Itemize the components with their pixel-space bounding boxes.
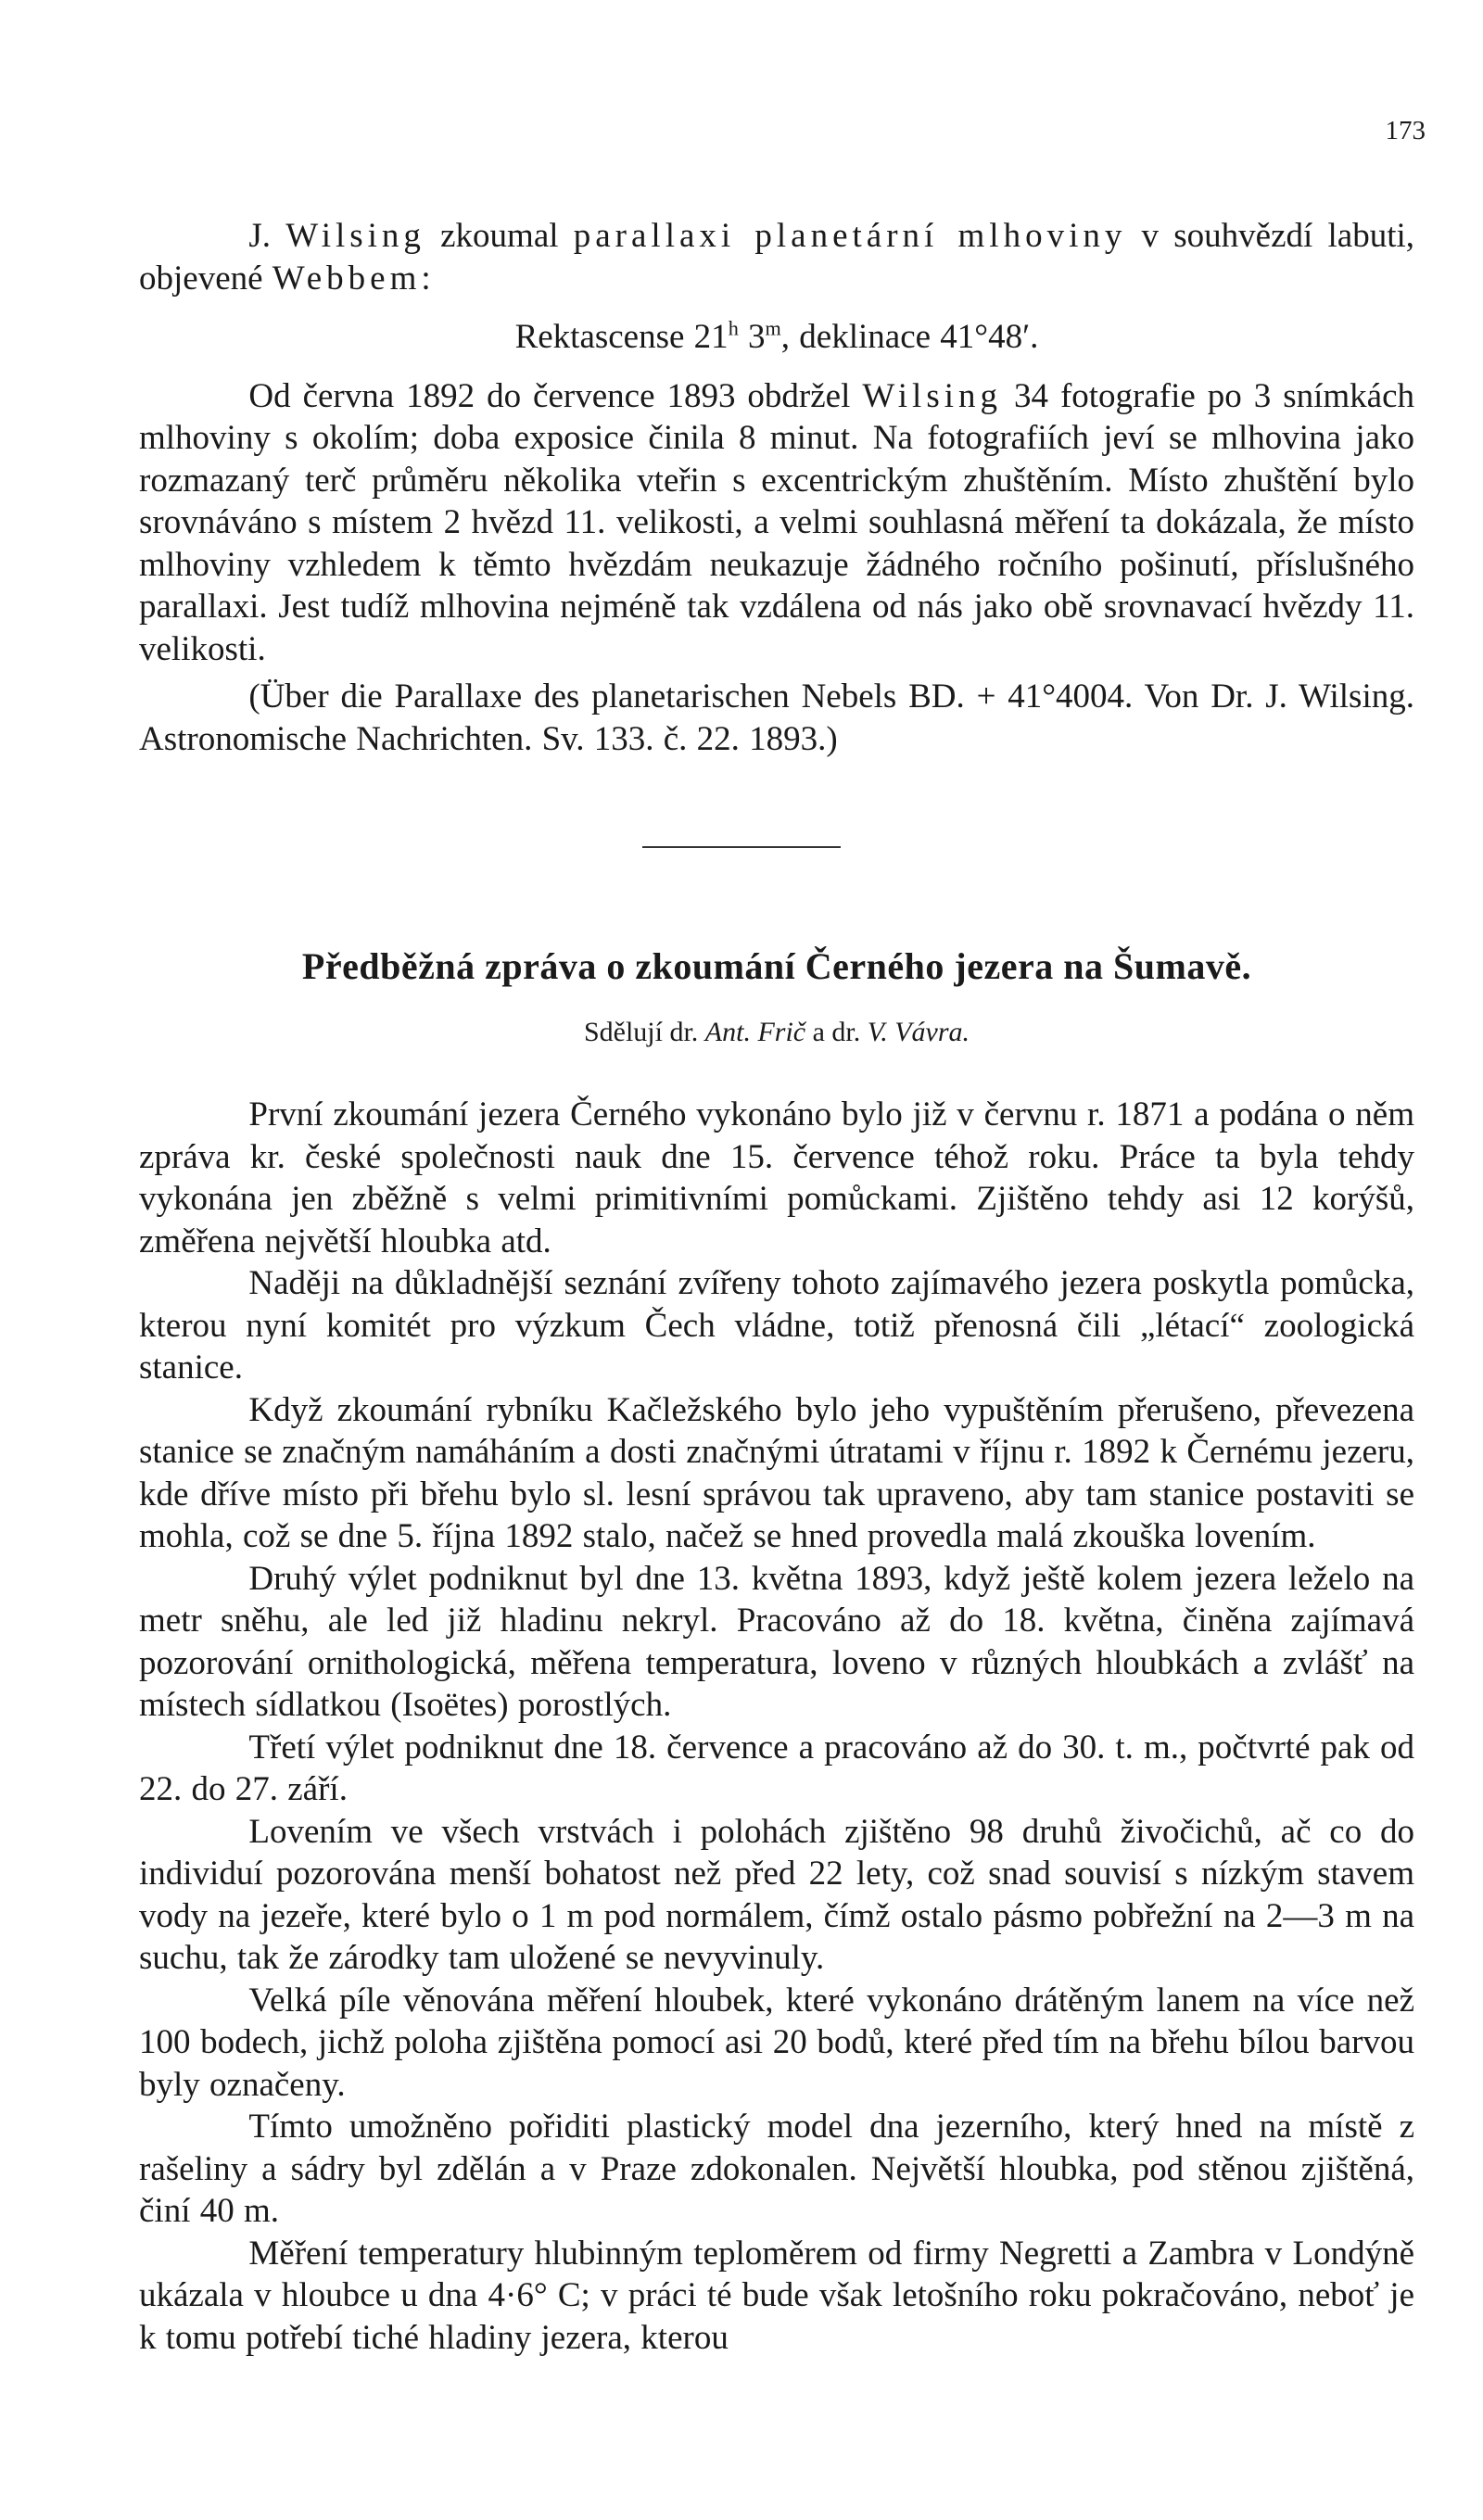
paragraph bbox=[139, 215, 1414, 299]
author-name: Wilsing bbox=[862, 376, 1003, 415]
text-run: a dr. bbox=[805, 1017, 868, 1047]
text-run: zkoumal bbox=[425, 217, 574, 255]
emphasized-phrase: parallaxi planetární mlhoviny bbox=[573, 217, 1127, 255]
paragraph: Když zkoumání rybníku Kačležského bylo jeho vypuštěním přerušeno, převezena stanice se značným namáháním a dosti značnými útratami v říjnu r. 1892 k Černému jezeru, kde dříve místo při břehu bylo sl. lesní správou tak upraveno, aby tam stanice postaviti se mohla, což se dne 5. října 1892 stalo, načež se hned provedla malá zkouška lovením. bbox=[139, 1390, 1414, 1555]
text-run: J. bbox=[248, 217, 286, 255]
text-run: 34 fotografie po 3 snímkách mlhoviny s okolím; doba exposice činila 8 minut. Na fotografiích jeví se mlhovina jako rozmazaný terč průměru několika vteřin s excentrickým zhuštěním. Místo zhuštění bylo srovnáváno s místem 2 hvězd 11. velikosti, a velmi souhlasná měření ta dokázala, že místo mlhoviny vzhledem k těmto hvězdám neukazuje žádného ročního pošinutí, příslušného parallaxi. Jest tudíž mlhovina nejméně tak vzdálena od nás jako obě srovnavací hvězdy 11. velikosti. bbox=[139, 376, 1415, 668]
paragraph: První zkoumání jezera Černého vykonáno bylo již v červnu r. 1871 a podána o něm zpráva kr. české společnosti nauk dne 15. července téhož roku. Práce ta byla tehdy vykonána jen zběžně s velmi primitivními pomůckami. Zjištěno tehdy asi 12 korýšů, změřena největší hloubka atd. bbox=[139, 1095, 1414, 1260]
paragraph bbox=[139, 375, 1414, 671]
lake-article-body bbox=[139, 1094, 1414, 2359]
text-run: , deklinace 41°48′. bbox=[780, 318, 1039, 356]
article-authors bbox=[139, 1016, 1414, 1049]
minutes-superscript: m bbox=[765, 316, 781, 340]
text-run: Sdělují dr. bbox=[583, 1017, 705, 1047]
text-run: : bbox=[421, 259, 431, 298]
wilsing-article bbox=[139, 215, 1414, 760]
author-name: Wilsing bbox=[285, 217, 425, 255]
text-run: 3 bbox=[738, 318, 766, 356]
paragraph: Velká píle věnována měření hloubek, které vykonáno drátěným lanem na více než 100 bodech, jichž poloha zjištěna pomocí asi 20 bodů, které před tím na břehu bílou barvou byly označeny. bbox=[139, 1981, 1414, 2104]
section-divider bbox=[642, 846, 841, 848]
text-run: Rektascense 21 bbox=[514, 318, 729, 356]
paragraph: Druhý výlet podniknut byl dne 13. května 1893, když ještě kolem jezera leželo na metr sněhu, ale led již hladinu nekryl. Pracováno až do 18. května, činěna zajímavá pozorování ornithologická, měřena temperatura, loveno v různých hloubkách a zvlášť na místech sídlatkou (Isoëtes) porostlých. bbox=[139, 1559, 1414, 1724]
author-name: V. Vávra. bbox=[867, 1017, 970, 1047]
page-number: 173 bbox=[1385, 116, 1426, 146]
author-name: Ant. Frič bbox=[704, 1017, 806, 1047]
coordinates-line bbox=[139, 316, 1414, 359]
text-run: v souhvězdí labuti, objevené bbox=[139, 217, 1414, 298]
discoverer-name: Webbem bbox=[272, 259, 422, 298]
hours-superscript: h bbox=[728, 316, 739, 340]
paragraph: Tímto umožněno pořiditi plastický model dna jezerního, který hned na místě z rašeliny a sádry byl zdělán a v Praze zdokonalen. Největší hloubka, pod stěnou zjištěná, činí 40 m. bbox=[139, 2108, 1414, 2230]
paragraph: Lovením ve všech vrstvách i polohách zjištěno 98 druhů živočichů, ač co do individuí pozorována menší bohatost než před 22 lety, což snad souvisí s nízkým stavem vody na jezeře, které bylo o 1 m pod normálem, čímž ostalo pásmo pobřežní na 2—3 m na suchu, tak že zárodky tam uložené se nevyvinuly. bbox=[139, 1812, 1414, 1977]
paragraph: Měření temperatury hlubinným teploměrem od firmy Negretti a Zambra v Londýně ukázala v hloubce u dna 4·6° C; v práci té bude však letošního roku pokračováno, neboť je k tomu potřebí tiché hladiny jezera, kterou bbox=[139, 2234, 1414, 2357]
text-run: Od června 1892 do července 1893 obdržel bbox=[248, 376, 863, 415]
citation: (Über die Parallaxe des planetarischen Nebels BD. + 41°4004. Von Dr. J. Wilsing. Astronomische Nachrichten. Sv. 133. č. 22. 1893.) bbox=[139, 677, 1414, 758]
paragraph: Naději na důkladnější seznání zvířeny tohoto zajímavého jezera poskytla pomůcka, kterou nyní komitét pro výzkum Čech vládne, totiž přenosná čili „létací“ zoologická stanice. bbox=[139, 1264, 1414, 1387]
paragraph: Třetí výlet podniknut dne 18. července a pracováno až do 30. t. m., počtvrté pak od 22. do 27. září. bbox=[139, 1728, 1414, 1808]
article-title: Předběžná zpráva o zkoumání Černého jezera na Šumavě. bbox=[301, 945, 1252, 987]
